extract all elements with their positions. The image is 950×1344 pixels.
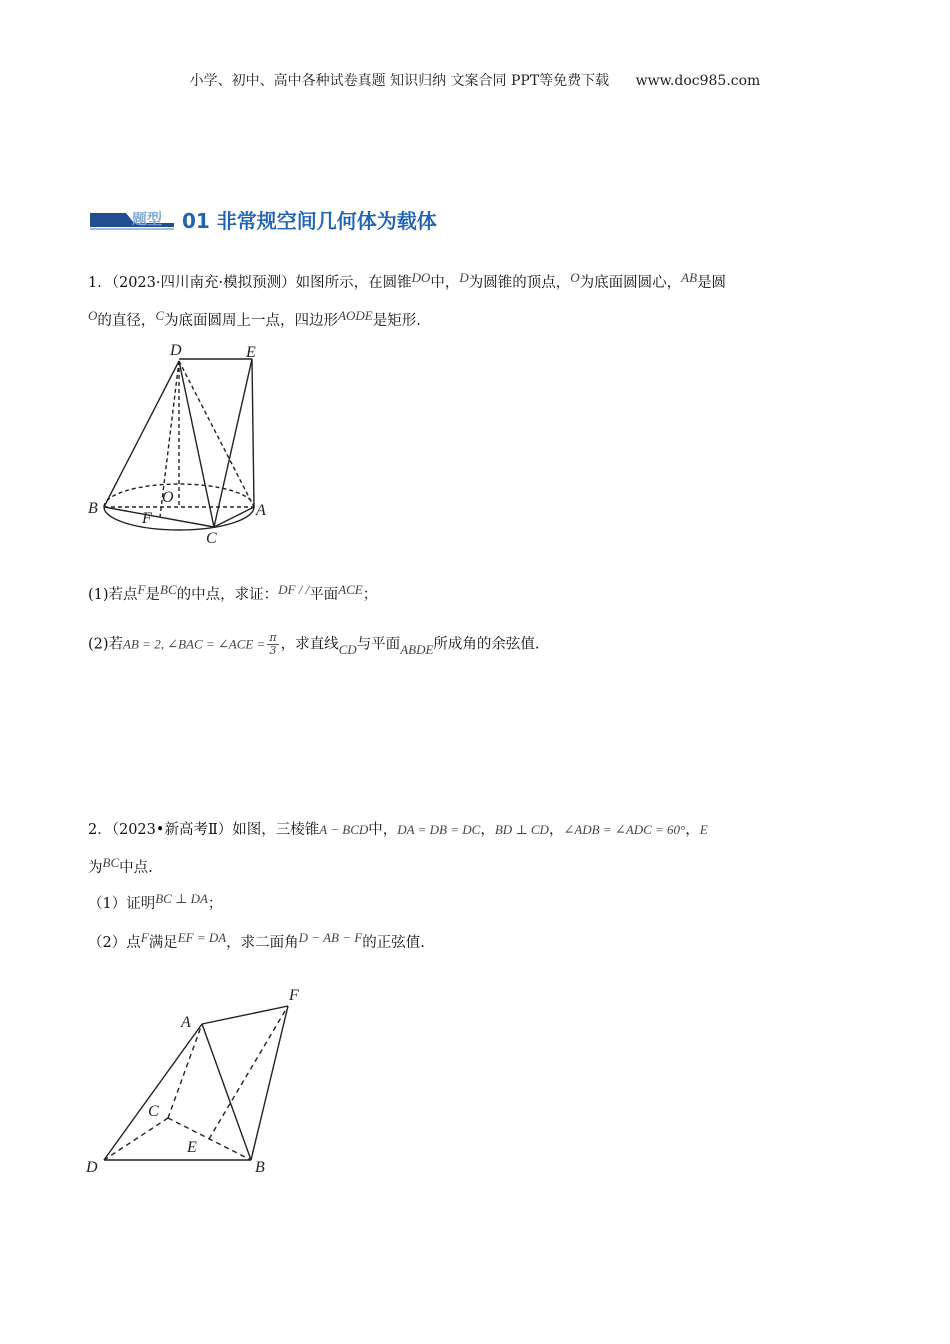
q2-number: 2． [88, 822, 112, 838]
q2-text: 如图，三棱锥 [232, 822, 320, 838]
q1-text: 所成角的余弦值. [433, 636, 540, 653]
label-F: F [142, 510, 152, 527]
math: O [570, 270, 580, 285]
q2-text: ， [548, 822, 564, 838]
q2-text: 中点. [119, 860, 153, 876]
math: O [88, 308, 98, 323]
q1-text: 是矩形. [372, 313, 421, 329]
math: E [699, 822, 708, 837]
cone-figure [80, 335, 280, 550]
section-title: 01 非常规空间几何体为载体 [182, 209, 437, 233]
q1-text: 中， [430, 275, 460, 291]
q2-sub2 [88, 932, 425, 954]
label-E: E [187, 1139, 197, 1156]
section-badge [90, 209, 174, 231]
math: DF / / [278, 582, 310, 597]
math: AB [681, 270, 698, 285]
q1-text: (1)若点 [88, 587, 138, 603]
label-O: O [162, 489, 174, 506]
q1-text: (2)若 [88, 636, 124, 653]
frac-num: π [269, 631, 277, 644]
q2-text: 为 [88, 860, 103, 876]
label-E: E [246, 344, 256, 361]
q2-text: 的正弦值. [362, 935, 425, 951]
q2-text: 中， [368, 822, 398, 838]
q2-text: ， [480, 822, 495, 838]
q1-text: 平面 [309, 587, 339, 603]
label-D: D [170, 342, 182, 359]
q2-sub1 [88, 893, 222, 915]
q1-text: 是 [145, 587, 160, 603]
math: ∠ADB = ∠ADC = 60° [563, 822, 686, 837]
q1-sub1 [88, 584, 377, 606]
math: EF = DA [177, 930, 227, 945]
badge-text: 题型 [132, 209, 163, 228]
header-text: 小学、初中、高中各种试卷真题 知识归纳 文案合同 PPT等免费下载 [189, 73, 610, 89]
q1-text: 是圆 [697, 275, 727, 291]
label-C: C [148, 1103, 159, 1120]
math: AB = 2, ∠BAC = ∠ACE = [123, 636, 266, 652]
q1-text: ，求直线 [280, 636, 339, 653]
q1-line2 [88, 310, 421, 332]
q1-text: 为底面圆圆心， [579, 275, 682, 291]
q2-line1 [88, 819, 708, 841]
q2-line2 [88, 857, 153, 879]
label-C: C [206, 530, 217, 547]
q1-text: 为底面圆周上一点，四边形 [164, 313, 339, 329]
page-header [0, 70, 950, 90]
q2-text: ； [207, 896, 223, 912]
q2-text: ， [685, 822, 700, 838]
header-site: www.doc985.com [635, 73, 761, 89]
label-B: B [255, 1159, 265, 1176]
q2-text: 满足 [148, 935, 178, 951]
q1-text: 为圆锥的顶点， [468, 275, 571, 291]
math: DO [411, 270, 431, 285]
section-heading [90, 205, 437, 234]
q2-text: ，求二面角 [226, 935, 299, 951]
math: BC ⊥ DA [155, 891, 208, 906]
label-A: A [256, 502, 266, 519]
badge-shape [90, 209, 174, 231]
q1-text: ； [362, 587, 378, 603]
label-B: B [88, 500, 98, 517]
frac-den: 3 [269, 644, 277, 657]
math: BC [160, 582, 177, 597]
math: CD [338, 641, 357, 657]
fraction-pi-over-3 [267, 632, 278, 657]
math: D [459, 270, 469, 285]
q2-text: （1）证明 [88, 896, 156, 912]
q1-sub2 [88, 632, 540, 657]
q1-text: 的中点，求证： [176, 587, 279, 603]
math: D − AB − F [298, 930, 363, 945]
label-D: D [86, 1159, 98, 1176]
math: A − BCD [319, 822, 369, 837]
q1-source: （2023·四川南充·模拟预测） [111, 275, 296, 291]
math: BC [102, 855, 120, 870]
q1-line1 [88, 272, 726, 294]
q2-source: （2023•新高考Ⅱ） [111, 822, 233, 838]
q2-text: （2）点 [88, 935, 141, 951]
math: BD ⊥ CD [494, 822, 549, 837]
math: F [140, 930, 149, 945]
math: C [155, 308, 165, 323]
q1-text: 如图所示，在圆锥 [295, 275, 412, 291]
math: AODE [338, 308, 373, 323]
q1-text: 的直径， [97, 313, 156, 329]
math: F [137, 582, 146, 597]
label-A: A [181, 1014, 191, 1031]
label-F: F [289, 987, 299, 1004]
pyramid-figure [80, 980, 320, 1180]
math: ABDE [400, 641, 434, 657]
math: DA = DB = DC [397, 822, 481, 837]
math: ACE [338, 582, 363, 597]
q1-text: 与平面 [356, 636, 401, 653]
q1-number: 1． [88, 275, 112, 291]
